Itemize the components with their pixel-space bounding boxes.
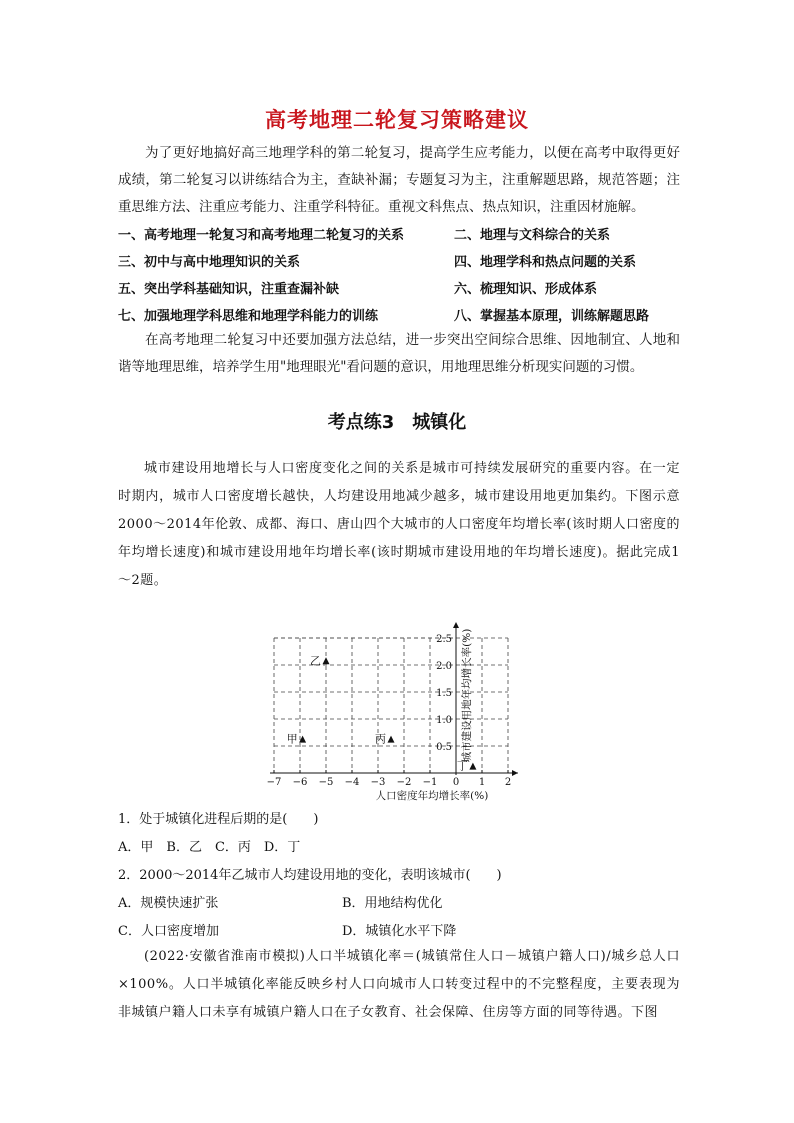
strategy-item: 四、地理学科和热点问题的关系 [454, 255, 637, 270]
data-point-marker [469, 763, 476, 770]
question-passage-2 [118, 943, 680, 1027]
question-2-stem: 2．2000～2014年乙城市人均建设用地的变化，表明该城市( ) [118, 868, 502, 883]
scatter-chart [262, 598, 532, 803]
x-tick-label: −2 [396, 777, 412, 788]
strategy-item: 七、加强地理学科思维和地理学科能力的训练 [118, 309, 379, 324]
strategy-item: 八、掌握基本原理，训练解题思路 [454, 309, 650, 324]
option-a[interactable]: A．规模快速扩张 [118, 896, 219, 911]
y-tick-label: 1.5 [436, 688, 452, 699]
strategy-item: 二、地理与文科综合的关系 [454, 228, 611, 243]
question-2-options-row2 [118, 918, 680, 946]
option-b[interactable]: B．用地结构优化 [342, 896, 443, 911]
question-passage [118, 455, 680, 595]
x-tick-label: −6 [292, 777, 308, 788]
x-tick-label: 2 [504, 777, 512, 788]
questions-block [118, 806, 680, 946]
option-d[interactable]: D．城镇化水平下降 [342, 924, 457, 939]
y-tick-label: 2.5 [436, 634, 452, 645]
outro-paragraph [118, 327, 680, 381]
strategy-row [118, 303, 680, 330]
strategy-item: 六、梳理知识、形成体系 [454, 282, 598, 297]
passage-2-text: (2022·安徽省淮南市模拟)人口半城镇化率＝(城镇常住人口－城镇户籍人口)/城乡总人口×100%。人口半城镇化率能反映乡村人口向城市人口转变过程中的不完整程度，主要表现为非城镇户籍人口未享有城镇户籍人口在子女教育、社会保障、住房等方面的同等待遇。下图 [118, 949, 680, 1020]
data-point-label: 丙 [375, 732, 386, 746]
data-point-marker [388, 736, 395, 743]
strategy-list [118, 222, 680, 330]
y-tick-label: 2.0 [436, 661, 452, 672]
x-tick-label: −4 [344, 777, 360, 788]
y-axis-arrow [453, 622, 459, 628]
data-point-marker [323, 657, 330, 664]
strategy-item: 三、初中与高中地理知识的关系 [118, 255, 301, 270]
question-1-options[interactable]: A．甲 B．乙 C．丙 D．丁 [118, 840, 301, 855]
doc-title: 高考地理二轮复习策略建议 [265, 108, 529, 132]
x-tick-label: 1 [478, 777, 486, 788]
question-2-options-row1 [118, 890, 680, 918]
strategy-item: 五、突出学科基础知识，注重查漏补缺 [118, 282, 340, 297]
strategy-item: 一、高考地理一轮复习和高考地理二轮复习的关系 [118, 228, 405, 243]
x-tick-label: −3 [370, 777, 386, 788]
outro-text: 在高考地理二轮复习中还要加强方法总结，进一步突出空间综合思维、因地制宜、人地和谐等地理思维，培养学生用"地理眼光"看问题的意识，用地理思维分析现实问题的习惯。 [118, 332, 680, 375]
strategy-row [118, 249, 680, 276]
data-point-label: 甲 [286, 732, 298, 746]
strategy-row [118, 276, 680, 303]
x-tick-label: −1 [422, 777, 438, 788]
y-tick-label: 0.5 [436, 742, 452, 753]
x-tick-label: −5 [318, 777, 334, 788]
y-tick-label: 1.0 [436, 715, 452, 726]
data-point-label: 乙 [310, 654, 321, 668]
section-title: 考点练3 城镇化 [327, 412, 467, 433]
intro-paragraph [118, 140, 680, 221]
x-tick-label: −7 [266, 777, 282, 788]
strategy-row [118, 222, 680, 249]
intro-text: 为了更好地搞好高三地理学科的第二轮复习，提高学生应考能力，以便在高考中取得更好成绩，第二轮复习以讲练结合为主，查缺补漏；专题复习为主，注重解题思路，规范答题；注重思维方法、注重应考能力、注重学科特征。重视文科焦点、热点知识，注重因材施解。 [118, 145, 680, 215]
data-point-label: 丁 [456, 759, 468, 773]
passage-text: 城市建设用地增长与人口密度变化之间的关系是城市可持续发展研究的重要内容。在一定时期内，城市人口密度增长越快，人均建设用地减少越多，城市建设用地更加集约。下图示意2000～2014年伦敦、成都、海口、唐山四个大城市的人口密度年均增长率(该时期人口密度的年均增长速度)和城市建设用地年均增长率(该时期城市建设用地的年均增长速度)。据此完成1～2题。 [118, 461, 680, 588]
question-1-stem: 1．处于城镇化进程后期的是( ) [118, 812, 319, 827]
x-axis-label: 人口密度年均增长率(%) [375, 790, 489, 802]
x-axis-arrow [512, 770, 518, 776]
chart-svg [262, 598, 532, 803]
option-c[interactable]: C．人口密度增加 [118, 924, 219, 939]
x-tick-label: 0 [452, 777, 460, 788]
y-axis-label: 城市建设用地年均增长率(%) [461, 628, 473, 763]
